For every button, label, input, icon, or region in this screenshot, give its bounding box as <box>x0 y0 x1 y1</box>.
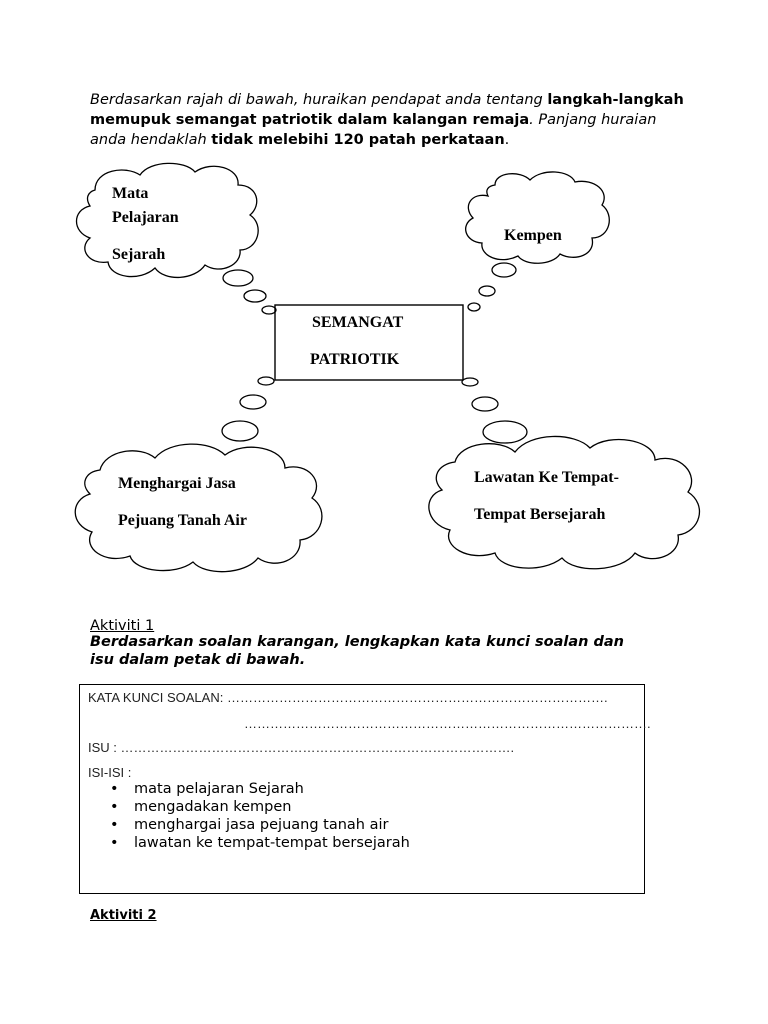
cloud-br-line2: Tempat Bersejarah <box>474 506 606 523</box>
bubble-tl-2 <box>244 290 266 302</box>
bubble-bl-2 <box>240 395 266 409</box>
bubble-tr-3 <box>468 303 480 311</box>
cloud-br-line1: Lawatan Ke Tempat- <box>474 469 619 486</box>
center-line1: SEMANGAT <box>312 314 404 331</box>
bubble-tl-3 <box>262 306 276 314</box>
instruction-part1: Berdasarkan rajah di bawah, huraikan pendapat anda tentang <box>90 92 548 108</box>
bullet-icon: • <box>110 835 119 851</box>
cloud-bottom-right <box>429 436 700 568</box>
bubble-br-3 <box>483 421 527 443</box>
isu-line: ISU : ………………………………………………………………………………. <box>88 740 515 755</box>
isi-item-4: lawatan ke tempat-tempat bersejarah <box>134 835 410 851</box>
cloud-top-right <box>466 172 610 263</box>
bullet-icon: • <box>110 781 119 797</box>
cloud-bl-line1: Menghargai Jasa <box>118 475 236 492</box>
instruction-paragraph <box>90 90 690 150</box>
kata-kunci-continuation: …………………………………………………………………………………. <box>244 716 651 731</box>
bubble-br-2 <box>472 397 498 411</box>
aktiviti-1-title: Aktiviti 1 <box>90 618 155 634</box>
isi-item-3: menghargai jasa pejuang tanah air <box>134 817 389 833</box>
bubble-tl-1 <box>223 270 253 286</box>
instruction-part2: langkah-langkah memupuk semangat patriotik dalam kalangan remaja <box>90 92 684 128</box>
bullet-icon: • <box>110 817 119 833</box>
cloud-bottom-left <box>75 444 322 572</box>
isi-item-2: mengadakan kempen <box>134 799 292 815</box>
cloud-tl-line2: Pelajaran <box>112 209 179 226</box>
center-line2: PATRIOTIK <box>310 351 400 368</box>
instruction-part3: . Panjang huraian anda hendaklah <box>90 112 657 148</box>
bubble-br-1 <box>462 378 478 386</box>
instruction-part5: . <box>504 132 510 148</box>
instruction-part4: tidak melebihi 120 patah perkataan <box>211 132 505 148</box>
mind-map-diagram <box>0 150 768 600</box>
bubble-tr-1 <box>492 263 516 277</box>
cloud-bl-line2: Pejuang Tanah Air <box>118 512 247 529</box>
bubble-tr-2 <box>479 286 495 296</box>
isi-item-1: mata pelajaran Sejarah <box>134 781 304 797</box>
aktiviti-1-description: Berdasarkan soalan karangan, lengkapkan kata kunci soalan dan isu dalam petak di bawah. <box>90 634 624 668</box>
cloud-tr-label: Kempen <box>504 227 562 244</box>
kata-kunci-line: KATA KUNCI SOALAN: ……………………………………………………………………………. <box>88 690 608 705</box>
aktiviti-2-title: Aktiviti 2 <box>90 908 157 923</box>
bubble-bl-1 <box>258 377 274 385</box>
isi-isi-label: ISI-ISI : <box>88 765 132 780</box>
bullet-icon: • <box>110 799 119 815</box>
bubble-bl-3 <box>222 421 258 441</box>
cloud-tl-line1: Mata <box>112 185 149 202</box>
cloud-tl-line3: Sejarah <box>112 246 166 263</box>
